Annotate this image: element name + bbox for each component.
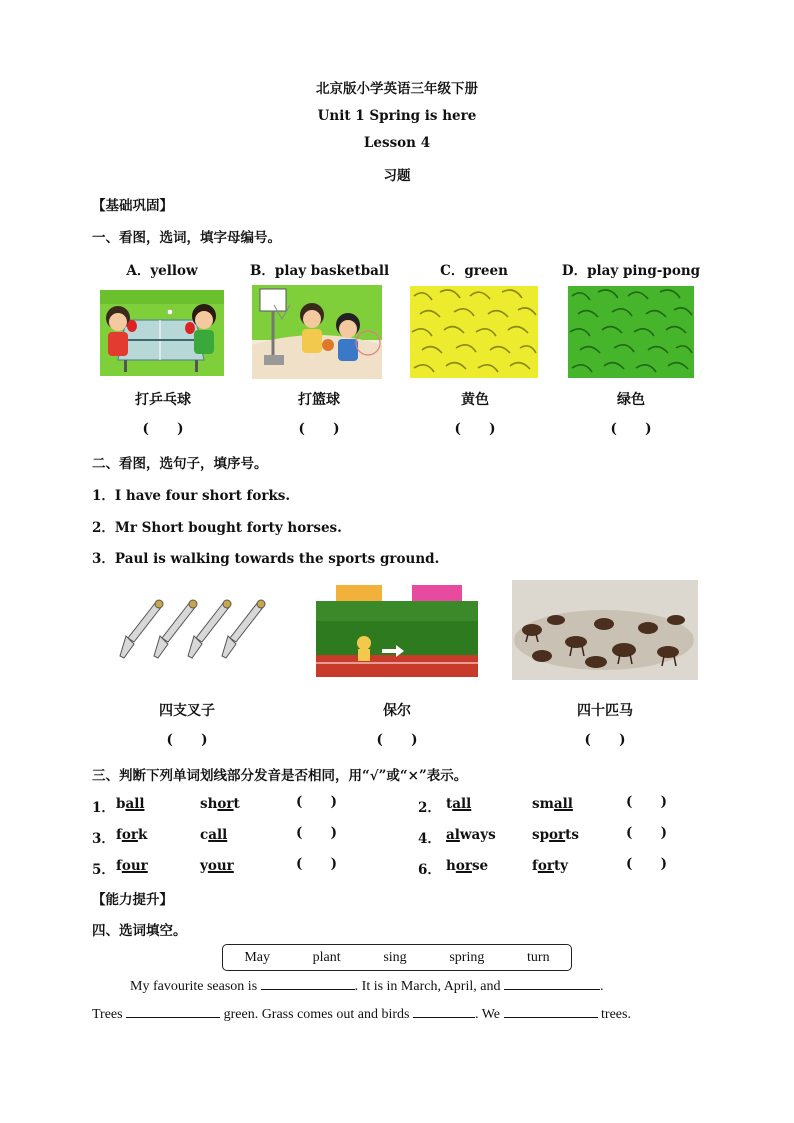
blank-5[interactable] <box>504 1005 598 1018</box>
paragraph-line-1 <box>130 977 603 995</box>
option-d: D．play ping-pong <box>561 263 701 279</box>
sentence-2-number: 2． <box>92 520 115 536</box>
sentence-1 <box>92 484 290 504</box>
answer-bracket-3[interactable]: ( ) <box>296 825 337 841</box>
answer-bracket-d[interactable]: ( ) <box>610 421 652 437</box>
blank-4[interactable] <box>413 1005 475 1018</box>
line2-text-c: . We <box>474 1007 501 1022</box>
lesson-title: Lesson 4 <box>363 135 431 151</box>
sentence-1-number: 1． <box>92 488 115 504</box>
caption-horses: 四十匹马 <box>577 703 633 719</box>
part2-heading: 二、看图，选句子，填序号。 <box>92 456 268 472</box>
book-title: 北京版小学英语三年级下册 <box>316 81 478 97</box>
sentence-1-text: I have four short forks. <box>114 488 291 504</box>
forks-picture <box>108 596 268 664</box>
option-a: A．yellow <box>126 263 198 279</box>
word-short: short <box>200 796 240 812</box>
word-bank-may: May <box>244 949 270 965</box>
blank-1[interactable] <box>261 977 355 990</box>
line1-text-c: . <box>599 979 604 994</box>
sentence-3-number: 3． <box>92 551 115 567</box>
row3-number-2: 6． <box>418 862 441 878</box>
word-bank-sing: sing <box>383 949 407 965</box>
answer-bracket-6[interactable]: ( ) <box>626 856 667 872</box>
line1-text-a: My favourite season is <box>130 979 258 994</box>
blank-2[interactable] <box>504 977 600 990</box>
sentence-3 <box>92 547 439 567</box>
word-your: your <box>200 858 234 874</box>
line1-text-b: . It is in March, April, and <box>354 979 501 994</box>
line2-text-d: trees. <box>601 1007 631 1022</box>
row1-number-2: 2． <box>418 800 441 816</box>
section-basic-heading: 【基础巩固】 <box>92 198 173 214</box>
answer-bracket-paul[interactable]: ( ) <box>376 732 418 748</box>
word-bank-plant: plant <box>312 949 341 965</box>
blank-3[interactable] <box>126 1005 220 1018</box>
row3-number: 5． <box>92 862 115 878</box>
word-fork: fork <box>116 827 148 843</box>
word-small: small <box>532 796 573 812</box>
row2-number-2: 4． <box>418 831 441 847</box>
option-b: B．play basketball <box>250 263 390 279</box>
exercise-subtitle: 习题 <box>383 168 411 184</box>
answer-bracket-horses[interactable]: ( ) <box>584 732 626 748</box>
answer-bracket-b[interactable]: ( ) <box>298 421 340 437</box>
word-sports: sports <box>532 827 580 843</box>
answer-bracket-a[interactable]: ( ) <box>142 421 184 437</box>
caption-ping-pong: 打乒乓球 <box>135 392 191 408</box>
caption-forks: 四支叉子 <box>159 703 215 719</box>
word-bank <box>222 944 572 971</box>
unit-title: Unit 1 Spring is here <box>317 108 477 124</box>
answer-bracket-5[interactable]: ( ) <box>296 856 337 872</box>
part3-heading: 三、判断下列单词划线部分发音是否相同，用“√”或“×”表示。 <box>92 768 468 784</box>
answer-bracket-c[interactable]: ( ) <box>454 421 496 437</box>
sentence-2-text: Mr Short bought forty horses. <box>114 520 342 536</box>
answer-bracket-1[interactable]: ( ) <box>296 794 337 810</box>
horses-picture <box>512 580 698 680</box>
answer-bracket-forks[interactable]: ( ) <box>166 732 208 748</box>
word-call: call <box>200 827 228 843</box>
section-advanced-heading: 【能力提升】 <box>92 892 173 908</box>
word-always: always <box>446 827 496 843</box>
green-grass-picture <box>568 286 694 378</box>
part1-heading: 一、看图，选词，填字母编号。 <box>92 230 281 246</box>
caption-green: 绿色 <box>617 392 645 408</box>
line2-text-a: Trees <box>92 1007 123 1022</box>
sports-ground-picture <box>316 583 478 677</box>
word-bank-spring: spring <box>449 949 485 965</box>
word-bank-turn: turn <box>527 949 550 965</box>
row2-number: 3． <box>92 831 115 847</box>
basketball-picture <box>252 285 382 379</box>
option-c: C．green <box>440 263 508 279</box>
word-tall: tall <box>446 796 472 812</box>
part4-heading: 四、选词填空。 <box>92 923 187 939</box>
row1-number: 1． <box>92 800 115 816</box>
word-horse: horse <box>446 858 489 874</box>
caption-yellow: 黄色 <box>461 392 489 408</box>
ping-pong-picture <box>100 290 224 376</box>
answer-bracket-2[interactable]: ( ) <box>626 794 667 810</box>
word-four: four <box>116 858 148 874</box>
paragraph-line-2 <box>92 1005 631 1023</box>
sentence-3-text: Paul is walking towards the sports ground. <box>114 551 440 567</box>
sentence-2 <box>92 516 342 536</box>
line2-text-b: green. Grass comes out and birds <box>223 1007 410 1022</box>
yellow-grass-picture <box>410 286 538 378</box>
word-forty: forty <box>532 858 569 874</box>
word-ball: ball <box>116 796 145 812</box>
caption-paul: 保尔 <box>383 703 411 719</box>
caption-basketball: 打篮球 <box>298 392 340 408</box>
answer-bracket-4[interactable]: ( ) <box>626 825 667 841</box>
